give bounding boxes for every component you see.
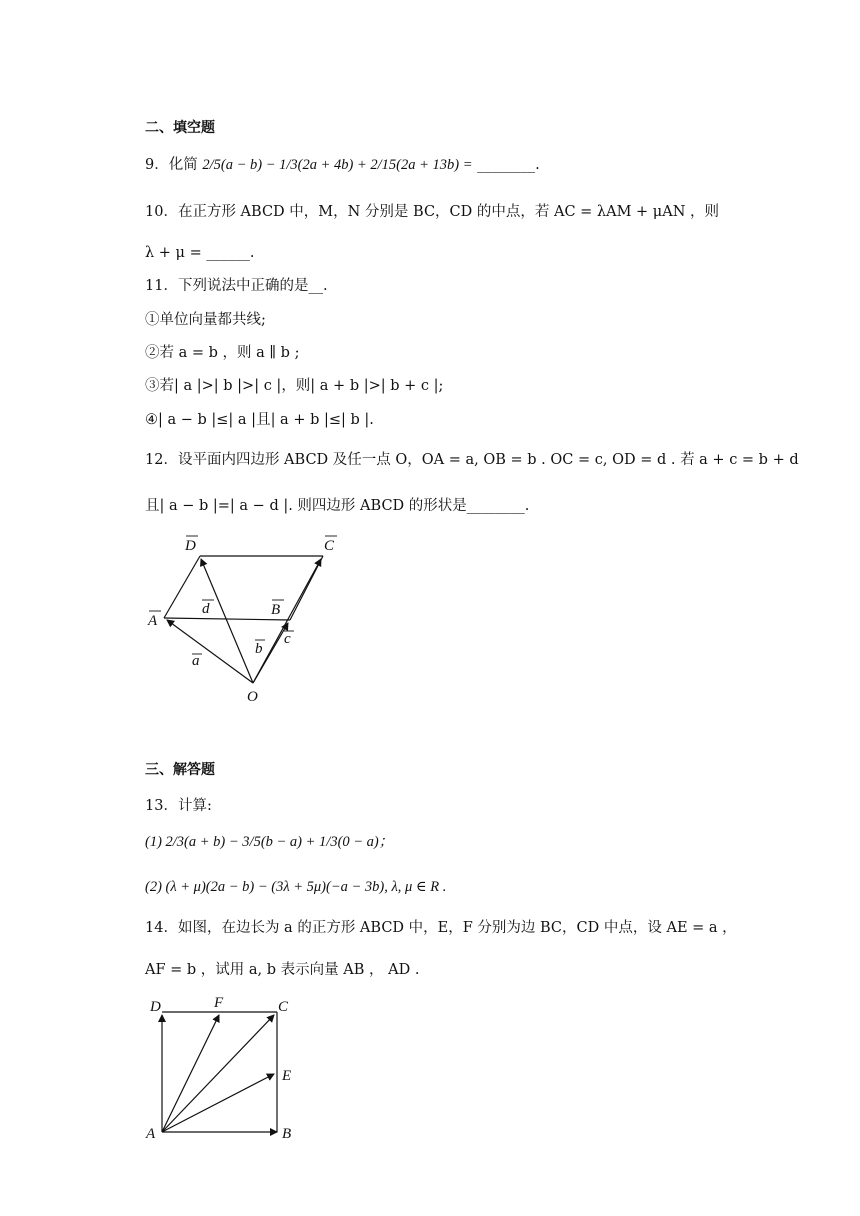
point-label-d: D	[150, 999, 161, 1015]
question-12-line2: 且| a − b |=| a − d |. 则四边形 ABCD 的形状是________.	[145, 498, 530, 514]
point-label-d: D	[185, 538, 196, 554]
q9-expression: 2/5(a − b) − 1/3(2a + 4b) + 2/15(2a + 13b) =	[202, 157, 473, 173]
question-9	[145, 155, 540, 175]
question-13-part-2: (2) (λ + μ)(2a − b) − (3λ + 5μ)(−a − 3b), λ, μ ∈ R .	[145, 879, 447, 895]
question-11-option-3: ③若| a |>| b |>| c |，则| a + b |>| b + c |;	[145, 378, 444, 394]
vector-label-b: b	[255, 641, 263, 657]
question-11-option-1: ①单位向量都共线;	[145, 312, 266, 328]
point-label-c: C	[324, 538, 335, 554]
vector-ae	[162, 1074, 274, 1132]
vector-label-c: c	[284, 631, 291, 647]
q9-prefix: 9．化简	[145, 157, 198, 173]
question-13-stem: 13．计算:	[145, 798, 212, 814]
section-title-solutions: 三、解答题	[145, 762, 215, 778]
point-label-c: C	[278, 999, 289, 1015]
point-label-a: A	[148, 613, 158, 629]
point-label-a: A	[146, 1126, 156, 1142]
question-14-line2: AF = b ，试用 a, b 表示向量 AB ， AD .	[145, 962, 420, 978]
question-12-line1: 12．设平面内四边形 ABCD 及任一点 O，OA = a, OB = b . OC = c, OD = d . 若 a + c = b + d	[145, 452, 799, 468]
figure-q14-square	[140, 992, 310, 1142]
vector-af	[162, 1015, 219, 1132]
question-11-stem: 11．下列说法中正确的是__.	[145, 278, 328, 294]
vector-label-a: a	[192, 653, 200, 669]
question-10-line1: 10．在正方形 ABCD 中，M，N 分别是 BC，CD 的中点，若 AC = λAM + μAN ，则	[145, 204, 719, 220]
point-label-o: O	[247, 689, 258, 705]
edge-ad	[164, 556, 200, 618]
question-13-part-1: (1) 2/3(a + b) − 3/5(b − a) + 1/3(0 − a)；	[145, 834, 394, 850]
point-label-b: B	[271, 602, 281, 618]
question-14-line1: 14．如图，在边长为 a 的正方形 ABCD 中，E，F 分别为边 BC，CD 中点，设 AE = a ，	[145, 920, 737, 936]
question-10-line2: λ + μ = ______.	[145, 245, 255, 261]
point-label-f: F	[214, 995, 224, 1011]
question-11-option-4: ④| a − b |≤| a |且| a + b |≤| b |.	[145, 412, 374, 428]
q9-blank: ________.	[477, 157, 540, 173]
figure-q12-quadrilateral	[140, 528, 360, 708]
vector-ac	[162, 1015, 274, 1132]
point-label-b: B	[282, 1126, 292, 1142]
vector-oc	[253, 559, 321, 683]
vector-label-d: d	[202, 601, 210, 617]
point-label-e: E	[282, 1068, 292, 1084]
question-11-option-2: ②若 a = b ，则 a ∥ b ;	[145, 345, 300, 361]
section-title-fill-in: 二、填空题	[145, 120, 215, 136]
